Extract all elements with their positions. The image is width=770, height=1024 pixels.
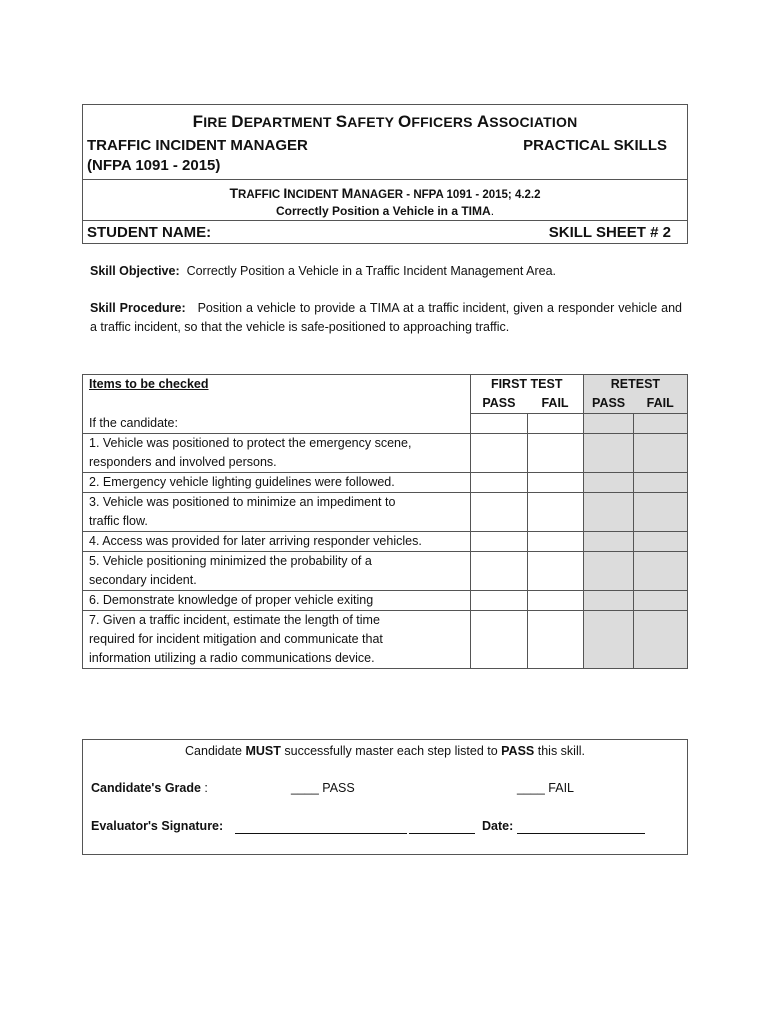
checklist-item: 6. Demonstrate knowledge of proper vehicle exiting bbox=[83, 590, 471, 610]
checklist-item: 3. Vehicle was positioned to minimize an impediment to traffic flow. bbox=[83, 492, 471, 531]
retest-pass-box[interactable] bbox=[583, 551, 633, 590]
retest-header: RETEST bbox=[583, 375, 687, 395]
skill-objective: Skill Objective: Correctly Position a Vehicle in a Traffic Incident Management Area. bbox=[90, 264, 556, 278]
items-header-cell bbox=[83, 375, 471, 414]
first-pass-box[interactable] bbox=[470, 492, 527, 531]
skill-name: Correctly Position a Vehicle in a TIMA. bbox=[275, 204, 495, 218]
date-label: Date: bbox=[482, 819, 514, 833]
student-name-label: STUDENT NAME: bbox=[87, 224, 212, 241]
first-pass-box[interactable] bbox=[470, 610, 527, 668]
checklist-item: 2. Emergency vehicle lighting guidelines were followed. bbox=[83, 472, 471, 492]
retest-pass-box[interactable] bbox=[583, 433, 633, 472]
date-line[interactable] bbox=[517, 819, 645, 834]
grade-box bbox=[82, 739, 688, 855]
divider bbox=[83, 179, 687, 180]
checklist-item: 7. Given a traffic incident, estimate the length of time required for incident mitigation and communicate that information utilizing a radio communications device. bbox=[83, 610, 471, 668]
divider bbox=[83, 220, 687, 221]
retest-fail-header: FAIL bbox=[633, 394, 687, 414]
retest-fail-box[interactable] bbox=[633, 590, 687, 610]
role-label: TRAFFIC INCIDENT MANAGER bbox=[87, 137, 308, 154]
checkbox-cell bbox=[527, 414, 583, 434]
skill-procedure: Skill Procedure: Position a vehicle to provide a TIMA at a traffic incident, given a responder vehicle and a traffic incident, so that the vehicle is safe-positioned to approaching traffic. bbox=[90, 301, 682, 334]
checklist-table bbox=[82, 374, 688, 669]
intro-cell bbox=[83, 414, 471, 434]
skill-sheet-number: SKILL SHEET # 2 bbox=[548, 224, 671, 241]
retest-pass-box[interactable] bbox=[583, 472, 633, 492]
retest-pass-box[interactable] bbox=[583, 610, 633, 668]
first-pass-box[interactable] bbox=[470, 531, 527, 551]
checkbox-cell bbox=[633, 414, 687, 434]
checklist-item: 1. Vehicle was positioned to protect the emergency scene, responders and involved persons. bbox=[83, 433, 471, 472]
mastery-statement: Candidate MUST successfully master each step listed to PASS this skill. bbox=[185, 744, 585, 758]
retest-pass-box[interactable] bbox=[583, 492, 633, 531]
checklist-item: 4. Access was provided for later arriving responder vehicles. bbox=[83, 531, 471, 551]
first-fail-box[interactable] bbox=[527, 590, 583, 610]
grade-label: Candidate's Grade : bbox=[91, 781, 208, 795]
first-fail-box[interactable] bbox=[527, 492, 583, 531]
grade-pass-option[interactable]: ____ PASS bbox=[291, 781, 355, 795]
signature-line[interactable] bbox=[235, 819, 475, 834]
first-fail-box[interactable] bbox=[527, 610, 583, 668]
first-pass-box[interactable] bbox=[470, 590, 527, 610]
retest-fail-box[interactable] bbox=[633, 492, 687, 531]
retest-fail-box[interactable] bbox=[633, 472, 687, 492]
first-pass-box[interactable] bbox=[470, 472, 527, 492]
first-fail-header: FAIL bbox=[527, 394, 583, 414]
association-title: FIRE DEPARTMENT SAFETY OFFICERS ASSOCIATION bbox=[192, 112, 578, 131]
standard-label: (NFPA 1091 - 2015) bbox=[87, 157, 221, 174]
grade-fail-option[interactable]: ____ FAIL bbox=[517, 781, 574, 795]
retest-pass-header: PASS bbox=[583, 394, 633, 414]
category-label: PRACTICAL SKILLS bbox=[523, 137, 667, 154]
first-fail-box[interactable] bbox=[527, 551, 583, 590]
first-pass-box[interactable] bbox=[470, 551, 527, 590]
retest-pass-box[interactable] bbox=[583, 590, 633, 610]
skill-subtitle: TRAFFIC INCIDENT MANAGER - NFPA 1091 - 2015; 4.2.2 bbox=[229, 185, 541, 201]
checklist-item: 5. Vehicle positioning minimized the probability of a secondary incident. bbox=[83, 551, 471, 590]
first-pass-box[interactable] bbox=[470, 433, 527, 472]
checkbox-cell bbox=[470, 414, 527, 434]
first-test-header: FIRST TEST bbox=[470, 375, 583, 395]
header-box bbox=[82, 104, 688, 244]
retest-fail-box[interactable] bbox=[633, 531, 687, 551]
items-header: Items to be checked bbox=[89, 377, 209, 391]
signature-label: Evaluator's Signature: bbox=[91, 819, 224, 833]
checkbox-cell bbox=[583, 414, 633, 434]
retest-fail-box[interactable] bbox=[633, 551, 687, 590]
first-pass-header: PASS bbox=[470, 394, 527, 414]
first-fail-box[interactable] bbox=[527, 531, 583, 551]
first-fail-box[interactable] bbox=[527, 472, 583, 492]
retest-fail-box[interactable] bbox=[633, 433, 687, 472]
retest-fail-box[interactable] bbox=[633, 610, 687, 668]
intro-text: If the candidate: bbox=[89, 415, 178, 430]
retest-pass-box[interactable] bbox=[583, 531, 633, 551]
first-fail-box[interactable] bbox=[527, 433, 583, 472]
